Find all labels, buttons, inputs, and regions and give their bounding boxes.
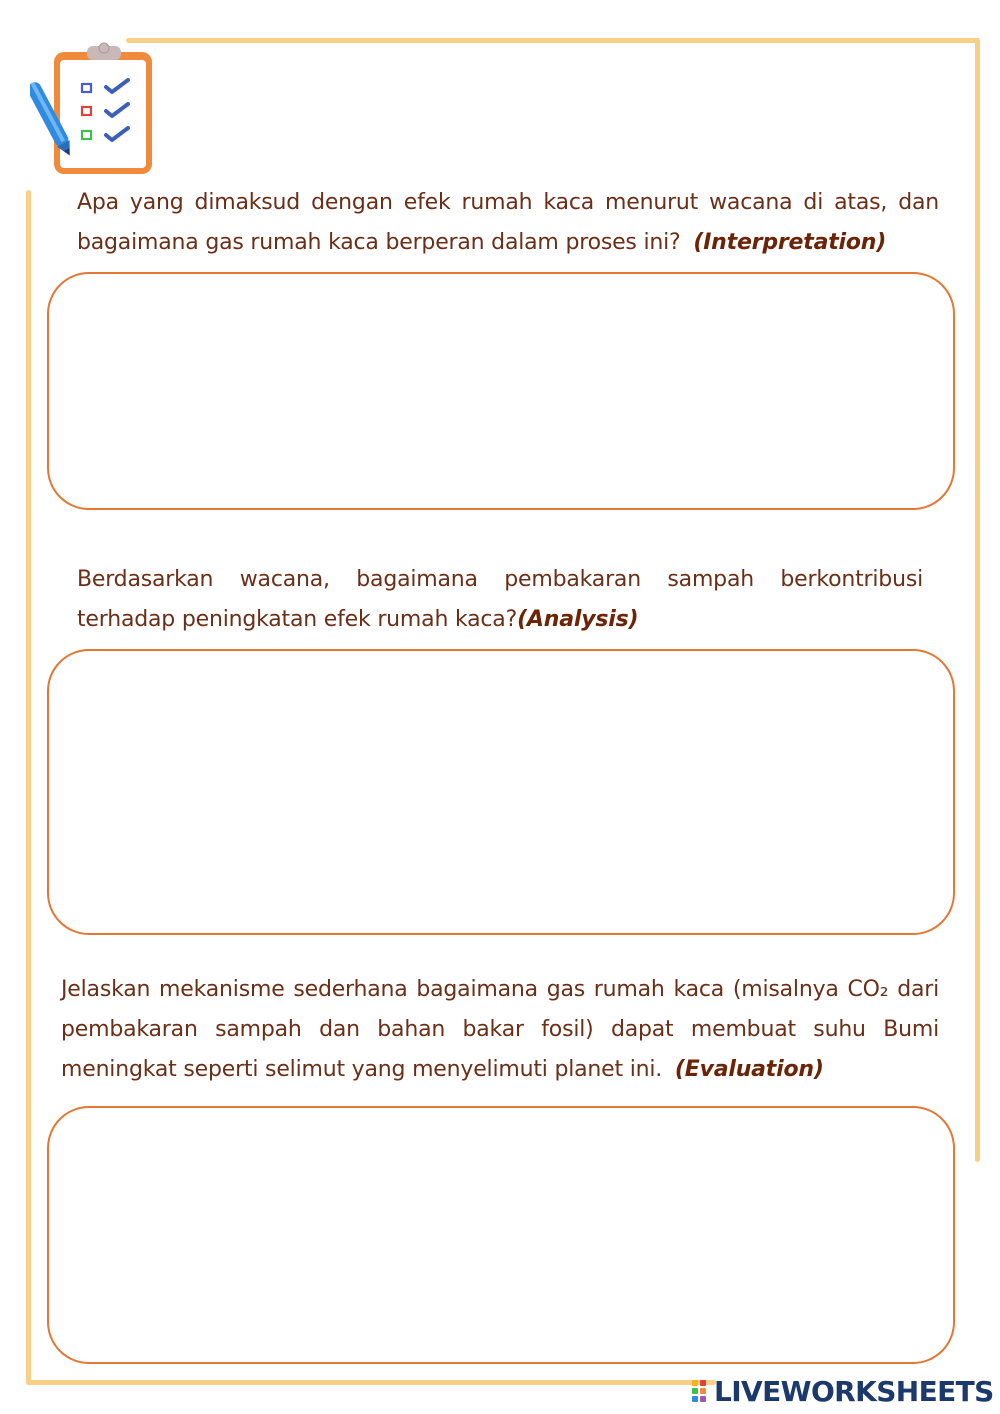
liveworksheets-logo-icon — [692, 1378, 712, 1404]
question-1 — [77, 183, 939, 263]
question-2-level-tag: (Analysis) — [517, 607, 639, 632]
question-2-text: Berdasarkan wacana, bagaimana pembakaran sampah berkontribusi terhadap peningkatan efek rumah kaca? — [77, 567, 923, 632]
liveworksheets-logo[interactable] — [692, 1374, 994, 1408]
question-1-text: Apa yang dimaksud dengan efek rumah kaca menurut wacana di atas, dan bagaimana gas rumah kaca berperan dalam proses ini? — [77, 190, 939, 255]
answer-box-1[interactable] — [47, 272, 955, 510]
frame-bottom-border — [26, 1380, 716, 1385]
frame-top-border — [126, 38, 980, 43]
answer-box-3[interactable] — [47, 1106, 955, 1364]
question-3 — [61, 970, 939, 1090]
question-3-level-tag: (Evaluation) — [674, 1057, 824, 1082]
question-3-text: Jelaskan mekanisme sederhana bagaimana gas rumah kaca (misalnya CO₂ dari pembakaran sampah dan bahan bakar fosil) dapat membuat suhu Bumi meningkat seperti selimut yang menyelimuti planet ini. — [61, 977, 939, 1082]
clipboard-checklist-icon — [30, 40, 160, 180]
frame-right-border — [975, 38, 980, 1162]
question-2 — [77, 560, 923, 640]
question-1-level-tag: (Interpretation) — [693, 230, 887, 255]
answer-box-2[interactable] — [47, 649, 955, 935]
frame-left-border — [26, 190, 31, 1384]
liveworksheets-brand-text: LIVEWORKSHEETS — [714, 1374, 994, 1408]
